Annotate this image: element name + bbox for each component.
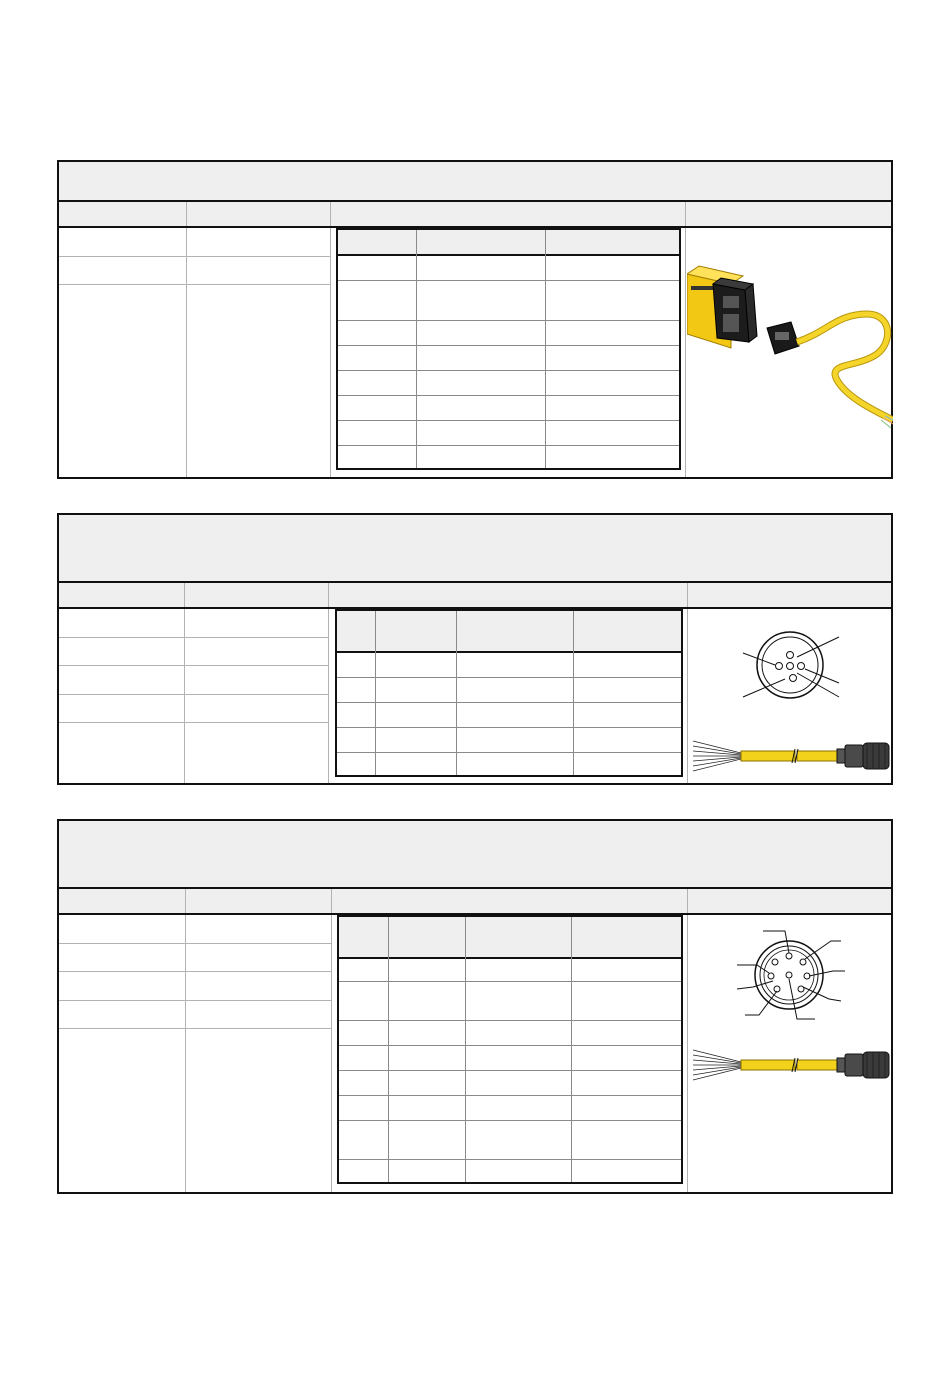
column-divider [186,228,187,477]
sensor-with-cable-image [687,262,893,442]
row-divider [338,280,679,281]
panel-title [59,821,891,889]
pin-table-header [338,230,679,256]
row-divider [337,702,681,703]
column-divider [687,583,688,607]
row-divider [59,971,331,972]
row-divider [339,1070,681,1071]
row-divider [338,420,679,421]
column-divider [465,917,466,1182]
column-divider [573,611,574,775]
column-divider [388,917,389,1182]
row-divider [338,320,679,321]
row-divider [59,1000,331,1001]
column-divider [687,609,688,783]
cable-with-connector-image [691,1046,893,1086]
cable-with-connector-image [691,737,893,777]
row-divider [338,395,679,396]
column-divider [545,230,546,468]
column-divider [328,609,329,783]
column-divider [330,228,331,477]
column-header-row [59,202,891,228]
column-divider [185,915,186,1192]
column-divider [186,202,187,226]
column-header-row [59,889,891,915]
column-divider [571,917,572,1182]
row-divider [339,981,681,982]
row-divider [337,727,681,728]
column-divider [184,583,185,607]
cable-spec-panel-1 [57,160,893,479]
column-divider [184,609,185,783]
column-divider [456,611,457,775]
row-divider [59,665,328,666]
column-divider [331,889,332,913]
column-divider [685,228,686,477]
row-divider [59,1028,331,1029]
pin-assignment-table [336,228,681,470]
spec-row-divider [59,256,330,257]
column-divider [416,230,417,468]
cable-spec-panel-3 [57,819,893,1194]
column-divider [185,889,186,913]
row-divider [339,1095,681,1096]
column-divider [375,611,376,775]
pin-assignment-table [337,915,683,1184]
row-divider [338,345,679,346]
row-divider [339,1045,681,1046]
spec-row-divider [59,284,330,285]
panel-title [59,162,891,202]
column-divider [328,583,329,607]
column-divider [687,915,688,1192]
column-divider [685,202,686,226]
pin-assignment-table [335,609,683,777]
column-divider [331,915,332,1192]
panel-title [59,515,891,583]
column-divider [330,202,331,226]
8-pin-connector-face-diagram [733,929,845,1029]
pin-table-header [337,611,681,653]
pin-table-header [339,917,681,959]
cable-spec-panel-2 [57,513,893,785]
row-divider [59,637,328,638]
row-divider [339,1020,681,1021]
row-divider [339,1120,681,1121]
row-divider [339,1159,681,1160]
row-divider [59,722,328,723]
row-divider [59,694,328,695]
5-pin-connector-face-diagram [735,625,845,705]
row-divider [59,943,331,944]
row-divider [337,752,681,753]
row-divider [338,370,679,371]
row-divider [338,445,679,446]
column-divider [687,889,688,913]
row-divider [337,677,681,678]
